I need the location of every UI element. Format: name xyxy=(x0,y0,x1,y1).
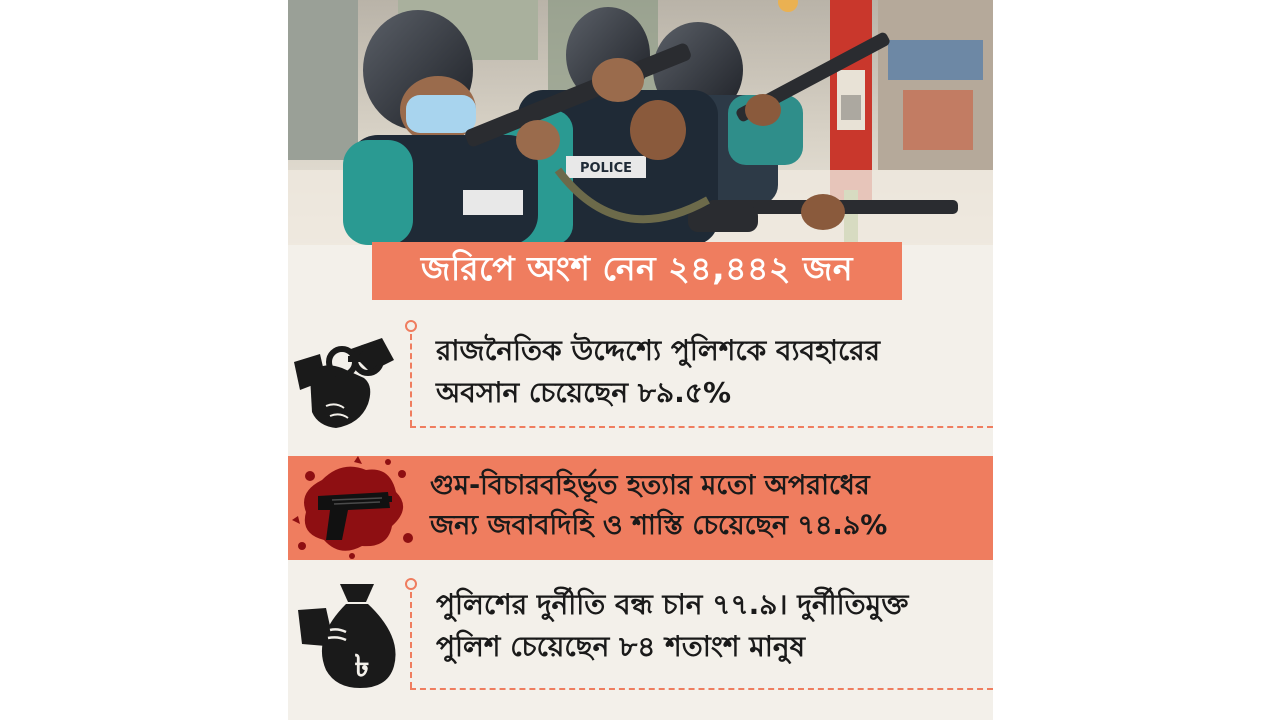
finding-row-accountability xyxy=(288,456,993,560)
police-photo xyxy=(288,0,993,245)
row-marker-dot xyxy=(405,578,417,590)
handcuffed-hands-icon xyxy=(290,320,402,432)
dashed-guide-horizontal xyxy=(410,688,993,690)
vest-text-2: POLICE xyxy=(579,161,633,176)
dashed-guide-vertical xyxy=(410,592,412,688)
finding-row-political-use xyxy=(288,312,993,432)
finding-1-line-1: রাজনৈতিক উদ্দেশ্যে পুলিশকে ব্যবহারের xyxy=(436,334,881,367)
finding-3-line-2: পুলিশ চেয়েছেন ৮৪ শতাংশ মানুষ xyxy=(436,630,806,663)
dashed-guide-horizontal xyxy=(410,426,993,428)
survey-count-banner: জরিপে অংশ নেন ২৪,৪৪২ জন xyxy=(372,242,902,300)
finding-2-line-1: গুম-বিচারবহির্ভূত হত্যার মতো অপরাধের xyxy=(430,470,870,501)
row-marker-dot xyxy=(405,320,417,332)
money-bag-taka-icon xyxy=(296,578,404,690)
pistol-blood-splatter-icon xyxy=(292,456,416,560)
infographic-card xyxy=(288,0,993,720)
dashed-guide-vertical xyxy=(410,334,412,426)
finding-3-line-1: পুলিশের দুর্নীতি বন্ধ চান ৭৭.৯। দুর্নীতিমুক্ত xyxy=(436,588,909,621)
finding-2-line-2: জন্য জবাবদিহি ও শাস্তি চেয়েছেন ৭৪.৯% xyxy=(430,510,888,541)
taka-glyph: ৳ xyxy=(354,649,370,684)
finding-1-line-2: অবসান চেয়েছেন ৮৯.৫% xyxy=(436,376,732,409)
finding-row-corruption xyxy=(288,570,993,695)
